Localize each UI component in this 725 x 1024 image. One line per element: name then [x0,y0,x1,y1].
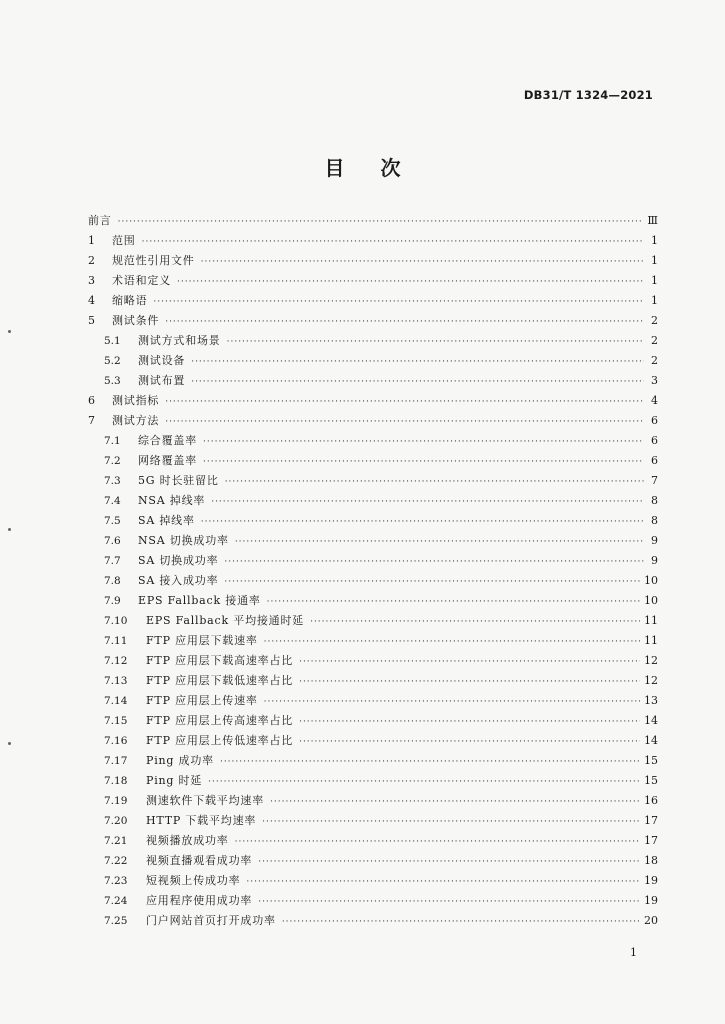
toc-entry[interactable] [88,891,658,911]
toc-entry-title: 应用程序使用成功率 [146,894,253,907]
dot-leader [142,232,644,252]
toc-entry-number: 7.5 [104,515,121,527]
toc-entry-title: 测速软件下载平均速率 [146,794,264,807]
toc-entry-number: 3 [88,274,95,287]
toc-entry-title: 范围 [112,234,136,247]
toc-entry-title: FTP 应用层上传低速率占比 [146,734,294,747]
toc-entry-number: 7.10 [104,615,128,627]
toc-entry[interactable] [88,291,658,311]
toc-entry-page: 1 [651,234,658,247]
dot-leader [211,492,644,512]
toc-entry[interactable] [88,411,658,431]
toc-entry[interactable] [88,851,658,871]
dot-leader [258,892,640,912]
toc-entry[interactable] [88,731,658,751]
toc-entry[interactable] [88,871,658,891]
toc-entry-title: 测试设备 [138,354,186,367]
toc-entry-page: 1 [651,274,658,287]
toc-entry-number: 7.18 [104,775,128,787]
toc-entry-number: 7.22 [104,855,128,867]
dot-leader [264,632,640,652]
toc-entry-page: 19 [644,874,658,887]
toc-entry-title: NSA 掉线率 [138,494,206,507]
toc-entry[interactable] [88,331,658,351]
toc-entry-page: 6 [651,434,658,447]
toc-entry-number: 6 [88,394,95,407]
toc-entry-title: EPS Fallback 接通率 [138,594,261,607]
toc-entry-number: 7.23 [104,875,128,887]
toc-entry-page: 20 [644,914,658,927]
toc-entry-page: 10 [644,594,658,607]
dot-leader [165,392,644,412]
toc-entry-page: 19 [644,894,658,907]
toc-entry-number: 7.19 [104,795,128,807]
toc-entry-page: 16 [644,794,658,807]
toc-entry-title: 综合覆盖率 [138,434,197,447]
scan-mark [8,742,11,745]
toc-entry-title: 测试方式和场景 [138,334,221,347]
toc-entry-page: Ⅲ [647,214,658,227]
toc-entry-number: 7.17 [104,755,128,767]
dot-leader [203,452,644,472]
toc-entry-page: 18 [644,854,658,867]
toc-entry[interactable] [88,811,658,831]
toc-entry-number: 4 [88,294,95,307]
dot-leader [191,372,644,392]
toc-entry-page: 12 [644,674,658,687]
toc-entry-number: 7.15 [104,715,128,727]
toc-entry[interactable] [88,531,658,551]
dot-leader [246,872,640,892]
toc-entry-title: 测试布置 [138,374,186,387]
toc-entry-page: 13 [644,694,658,707]
toc-entry-number: 7.12 [104,655,128,667]
toc-entry[interactable] [88,371,658,391]
dot-leader [224,552,644,572]
toc-entry-page: 11 [644,614,658,627]
toc-entry[interactable] [88,551,658,571]
toc-entry-title: SA 切换成功率 [138,554,219,567]
dot-leader [267,592,640,612]
toc-entry-number: 7.9 [104,595,121,607]
document-number: DB31/T 1324—2021 [523,88,653,102]
dot-leader [165,412,644,432]
toc-entry-page: 14 [644,734,658,747]
toc-entry-number: 5 [88,314,95,327]
toc-entry-title: 短视频上传成功率 [146,874,241,887]
toc-entry-number: 7.13 [104,675,128,687]
toc-entry-title: SA 掉线率 [138,514,195,527]
toc-entry-page: 1 [651,294,658,307]
scan-mark [8,528,11,531]
toc-entry-number: 7.21 [104,835,128,847]
toc-entry-number: 7.25 [104,915,128,927]
dot-leader [165,312,644,332]
toc-entry-title: 5G 时长驻留比 [138,474,219,487]
toc-entry[interactable] [88,511,658,531]
toc-entry-title: FTP 应用层上传速率 [146,694,258,707]
page-number: 1 [630,946,637,959]
toc-entry-number: 7.2 [104,455,121,467]
toc-entry-page: 8 [651,514,658,527]
toc-entry-title: Ping 时延 [146,774,203,787]
toc-entry[interactable] [88,771,658,791]
toc-entry[interactable] [88,611,658,631]
dot-leader [220,752,640,772]
toc-entry-page: 8 [651,494,658,507]
toc-entry-page: 2 [651,354,658,367]
toc-entry-page: 7 [651,474,658,487]
toc-entry-title: 测试条件 [112,314,160,327]
dot-leader [191,352,644,372]
dot-leader [201,252,644,272]
toc-entry[interactable] [88,571,658,591]
toc-entry[interactable] [88,591,658,611]
title-char-2: 次 [380,156,401,180]
dot-leader [264,692,640,712]
toc-entry-title: 测试方法 [112,414,160,427]
toc-entry-page: 9 [651,554,658,567]
toc-entry-page: 4 [651,394,658,407]
toc-entry-number: 7.24 [104,895,128,907]
toc-entry[interactable] [88,651,658,671]
toc-entry-title: 术语和定义 [112,274,171,287]
toc-entry-title: FTP 应用层下载速率 [146,634,258,647]
toc-entry-title: HTTP 下载平均速率 [146,814,257,827]
toc-entry-title: 网络覆盖率 [138,454,197,467]
dot-leader [227,332,644,352]
toc-entry-page: 11 [644,634,658,647]
toc-entry-number: 7.8 [104,575,121,587]
toc-entry-title: 视频直播观看成功率 [146,854,253,867]
dot-leader [299,652,640,672]
page-title [0,152,725,181]
dot-leader [310,612,640,632]
dot-leader [177,272,644,292]
toc-entry-page: 1 [651,254,658,267]
dot-leader [299,712,640,732]
toc-entry-page: 15 [644,774,658,787]
toc-entry[interactable] [88,451,658,471]
toc-entry[interactable] [88,831,658,851]
toc-entry[interactable] [88,491,658,511]
toc-entry[interactable] [88,231,658,251]
toc-entry-title: 规范性引用文件 [112,254,195,267]
toc-entry-page: 9 [651,534,658,547]
toc-entry[interactable] [88,431,658,451]
toc-entry[interactable] [88,351,658,371]
dot-leader [262,812,640,832]
toc-entry-number: 7.16 [104,735,128,747]
dot-leader [201,512,644,532]
toc-entry-title: Ping 成功率 [146,754,214,767]
toc-entry[interactable] [88,671,658,691]
toc-entry[interactable] [88,791,658,811]
toc-entry-page: 6 [651,414,658,427]
toc-entry[interactable] [88,691,658,711]
dot-leader [225,472,644,492]
toc-entry[interactable] [88,911,658,931]
toc-entry-title: 缩略语 [112,294,148,307]
dot-leader [203,432,644,452]
toc-entry[interactable] [88,631,658,651]
dot-leader [208,772,640,792]
toc-entry[interactable] [88,391,658,411]
toc-entry-number: 7.20 [104,815,128,827]
scan-mark [8,330,11,333]
toc-entry-title: 视频播放成功率 [146,834,229,847]
toc-entry-title: SA 接入成功率 [138,574,219,587]
dot-leader [235,832,640,852]
dot-leader [299,732,640,752]
dot-leader [270,792,640,812]
toc-entry-number: 5.3 [104,375,121,387]
toc-entry-page: 10 [644,574,658,587]
dot-leader [258,852,640,872]
toc-entry-title: NSA 切换成功率 [138,534,229,547]
toc-entry-number: 7.4 [104,495,121,507]
toc-entry-number: 7.3 [104,475,121,487]
toc-entry-title: FTP 应用层下载高速率占比 [146,654,294,667]
toc-entry-number: 5.2 [104,355,121,367]
toc-entry-page: 12 [644,654,658,667]
toc-entry-page: 2 [651,314,658,327]
dot-leader [118,212,644,232]
toc-entry[interactable] [88,211,658,231]
toc-entry-page: 17 [644,834,658,847]
dot-leader [224,572,640,592]
toc-entry-number: 1 [88,234,95,247]
title-char-1: 目 [324,156,345,180]
toc-entry-number: 7.1 [104,435,121,447]
toc-entry-page: 3 [651,374,658,387]
toc-entry-number: 7.14 [104,695,128,707]
toc-entry[interactable] [88,251,658,271]
toc-entry-number: 2 [88,254,95,267]
toc-entry-number: 5.1 [104,335,121,347]
toc-entry-number: 7.7 [104,555,121,567]
toc-entry-number: 7 [88,414,95,427]
dot-leader [153,292,644,312]
dot-leader [235,532,644,552]
toc-entry-page: 15 [644,754,658,767]
toc-entry-title: EPS Fallback 平均接通时延 [146,614,305,627]
dot-leader [282,912,640,932]
toc-entry[interactable] [88,471,658,491]
toc-entry[interactable] [88,311,658,331]
toc-entry-page: 14 [644,714,658,727]
dot-leader [299,672,640,692]
toc-entry[interactable] [88,751,658,771]
toc-entry[interactable] [88,711,658,731]
toc-entry-page: 2 [651,334,658,347]
toc-entry-title: 门户网站首页打开成功率 [146,914,276,927]
toc-entry-title: 测试指标 [112,394,160,407]
toc-entry-title: FTP 应用层上传高速率占比 [146,714,294,727]
toc-entry-number: 7.6 [104,535,121,547]
table-of-contents [88,211,658,931]
toc-entry-page: 17 [644,814,658,827]
toc-entry-title: 前言 [88,214,112,227]
toc-entry-page: 6 [651,454,658,467]
toc-entry-title: FTP 应用层下载低速率占比 [146,674,294,687]
toc-entry[interactable] [88,271,658,291]
toc-entry-number: 7.11 [104,635,128,647]
